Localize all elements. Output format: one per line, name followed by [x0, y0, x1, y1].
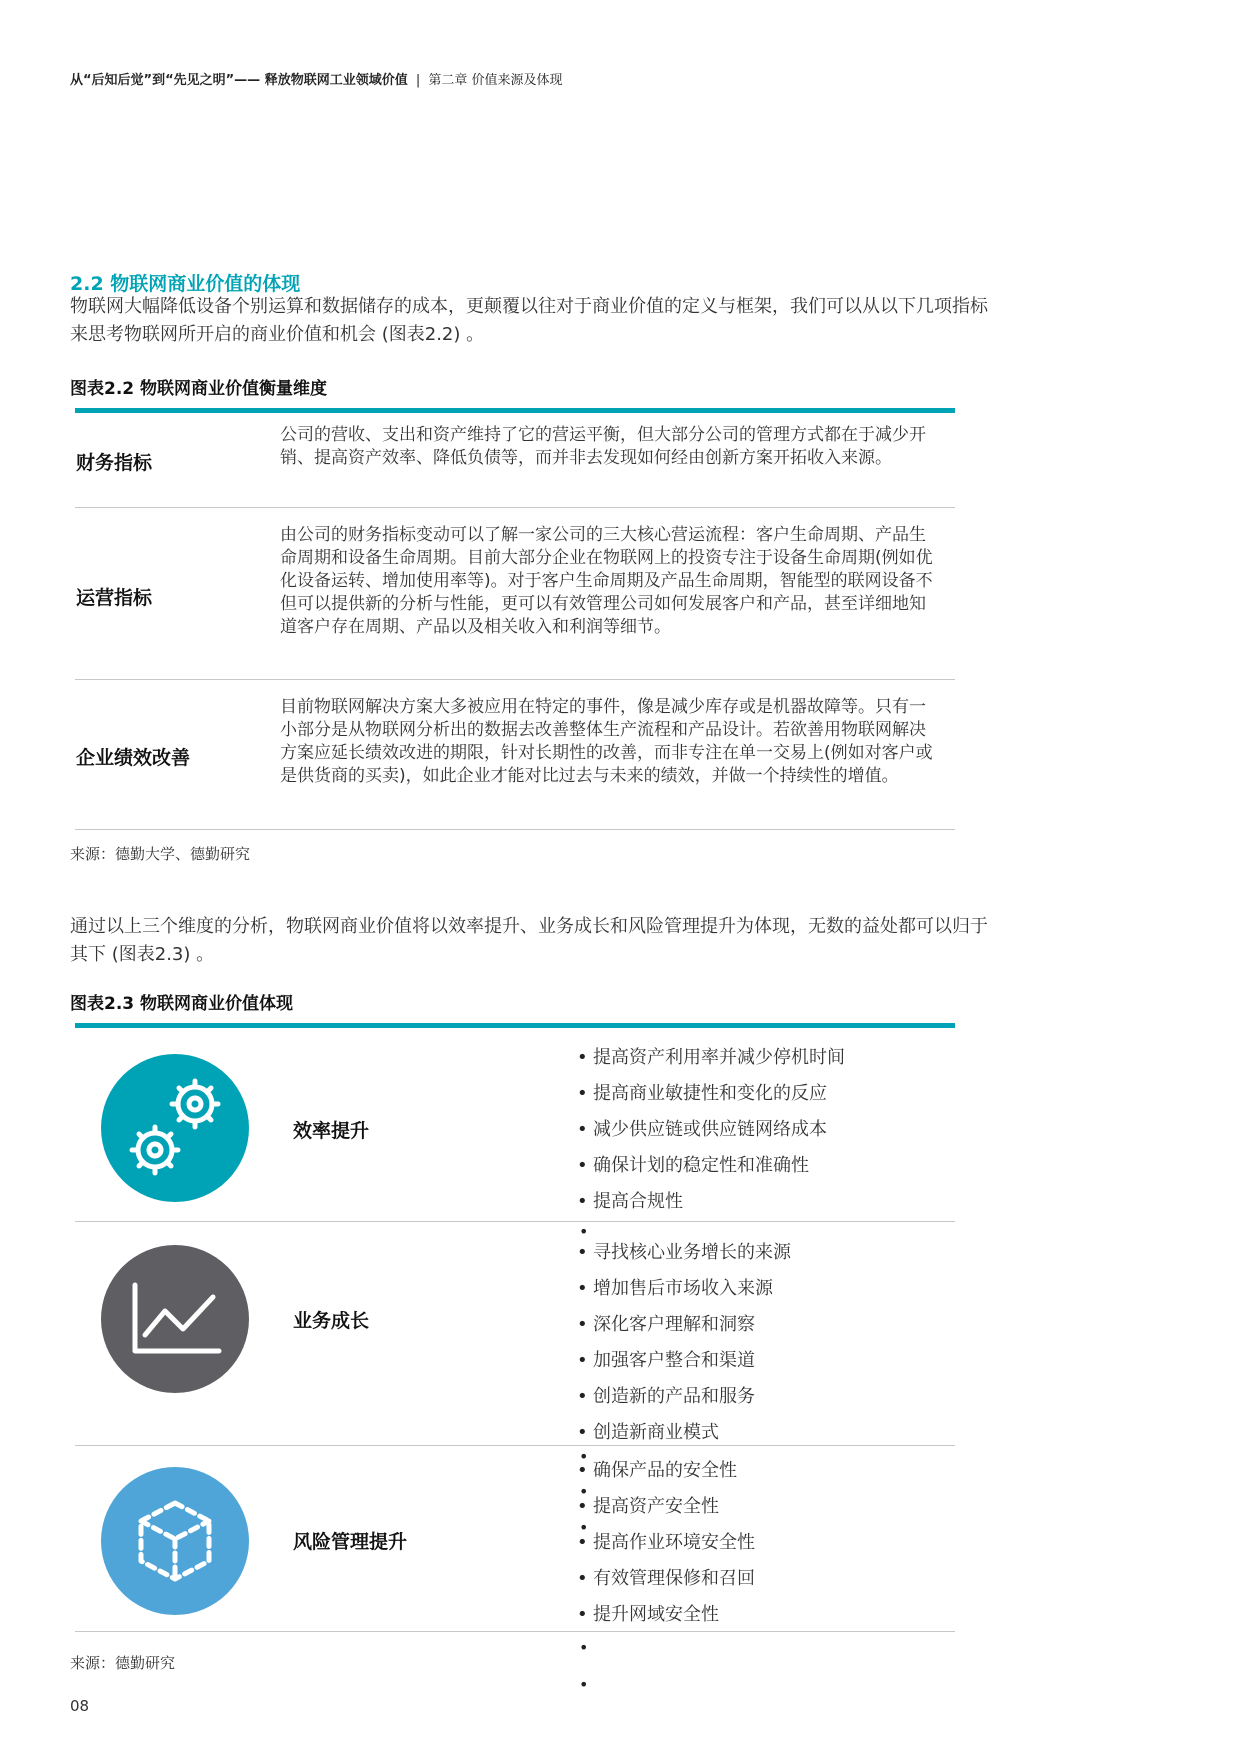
gears-icon: [101, 1054, 249, 1202]
row-label-performance: 企业绩效改善: [76, 747, 191, 769]
figure-2-3-top-rule: [75, 1023, 955, 1028]
bullet-list-efficiency: [577, 1040, 845, 1220]
stray-bullet: •: [579, 1518, 589, 1537]
list-item: • 深化客户理解和洞察: [577, 1307, 791, 1343]
bullet-list-growth: [577, 1235, 791, 1451]
header-title: 从“后知后觉”到“先见之明”—— 释放物联网工业领域价值: [70, 73, 408, 88]
list-item: • 加强客户整合和渠道: [577, 1343, 791, 1379]
figure-2-2-title: 图表2.2 物联网商业价值衡量维度: [70, 379, 328, 399]
header-separator: |: [415, 73, 421, 88]
bullet-list-risk: [577, 1453, 755, 1633]
list-item: • 提高资产利用率并减少停机时间: [577, 1040, 845, 1076]
row-desc-performance: 目前物联网解决方案大多被应用在特定的事件，像是减少库存或是机器故障等。只有一小部分是从物联网分析出的数据去改善整体生产流程和产品设计。若欲善用物联网解决方案应延长绩效改进的期限，针对长期性的改善，而非专注在单一交易上(例如对客户或是供货商的买卖)，如此企业才能对比过去与未来的绩效，并做一个持续性的增值。: [280, 697, 933, 786]
value-label-risk: 风险管理提升: [293, 1531, 408, 1553]
value-label-growth: 业务成长: [293, 1310, 370, 1332]
running-header: [70, 69, 563, 88]
row-label-financial: 财务指标: [76, 452, 153, 474]
stray-bullet: •: [579, 1482, 589, 1501]
list-item: • 创造新的产品和服务: [577, 1379, 791, 1415]
list-item: • 减少供应链或供应链网络成本: [577, 1112, 845, 1148]
header-chapter: 第二章 价值来源及体现: [428, 73, 563, 88]
stray-bullet: •: [579, 1447, 589, 1466]
row-desc-financial: 公司的营收、支出和资产维持了它的营运平衡，但大部分公司的管理方式都在于减少开销、提高资产效率、降低负债等，而并非去发现如何经由创新方案开拓收入来源。: [280, 425, 926, 468]
page-number: 08: [70, 1697, 90, 1715]
list-item: • 创造新商业模式: [577, 1415, 791, 1451]
stray-bullet: •: [579, 1638, 589, 1657]
item-divider: [75, 1445, 955, 1446]
list-item: • 确保计划的稳定性和准确性: [577, 1148, 845, 1184]
list-item: • 提高商业敏捷性和变化的反应: [577, 1076, 845, 1112]
list-item: • 提高作业环境安全性: [577, 1525, 755, 1561]
list-item: • 增加售后市场收入来源: [577, 1271, 791, 1307]
list-item: • 寻找核心业务增长的来源: [577, 1235, 791, 1271]
row-divider: [75, 679, 955, 680]
list-item: • 有效管理保修和召回: [577, 1561, 755, 1597]
row-divider: [75, 507, 955, 508]
item-divider: [75, 1221, 955, 1222]
row-divider: [75, 829, 955, 830]
list-item: • 提高资产安全性: [577, 1489, 755, 1525]
stray-bullet: •: [579, 1675, 589, 1694]
figure-2-2-top-rule: [75, 408, 955, 413]
growth-chart-icon: [101, 1245, 249, 1393]
row-desc-operations: 由公司的财务指标变动可以了解一家公司的三大核心营运流程：客户生命周期、产品生命周期和设备生命周期。目前大部分企业在物联网上的投资专注于设备生命周期(例如优化设备运转、增加使用率等)。对于客户生命周期及产品生命周期，智能型的联网设备不但可以提供新的分析与性能，更可以有效管理公司如何发展客户和产品，甚至详细地知道客户存在周期、产品以及相关收入和利润等细节。: [280, 525, 933, 637]
list-item: • 确保产品的安全性: [577, 1453, 755, 1489]
section-intro: 物联网大幅降低设备个别运算和数据储存的成本，更颠覆以往对于商业价值的定义与框架，我们可以从以下几项指标来思考物联网所开启的商业价值和机会 (图表2.2) 。: [70, 296, 988, 345]
row-label-operations: 运营指标: [76, 587, 153, 609]
list-item: • 提升网域安全性: [577, 1597, 755, 1633]
list-item: • 提高合规性: [577, 1184, 845, 1220]
item-divider: [75, 1631, 955, 1632]
figure-2-3-title: 图表2.3 物联网商业价值体现: [70, 994, 294, 1014]
bridge-paragraph: 通过以上三个维度的分析，物联网商业价值将以效率提升、业务成长和风险管理提升为体现，无数的益处都可以归于其下 (图表2.3) 。: [70, 916, 988, 965]
stray-bullet: •: [579, 1222, 589, 1241]
cube-icon: [101, 1467, 249, 1615]
value-label-efficiency: 效率提升: [293, 1120, 370, 1142]
figure-2-3-source: 来源：德勤研究: [70, 1654, 176, 1672]
section-title: 2.2 物联网商业价值的体现: [70, 273, 301, 295]
figure-2-2-source: 来源：德勤大学、德勤研究: [70, 845, 251, 863]
